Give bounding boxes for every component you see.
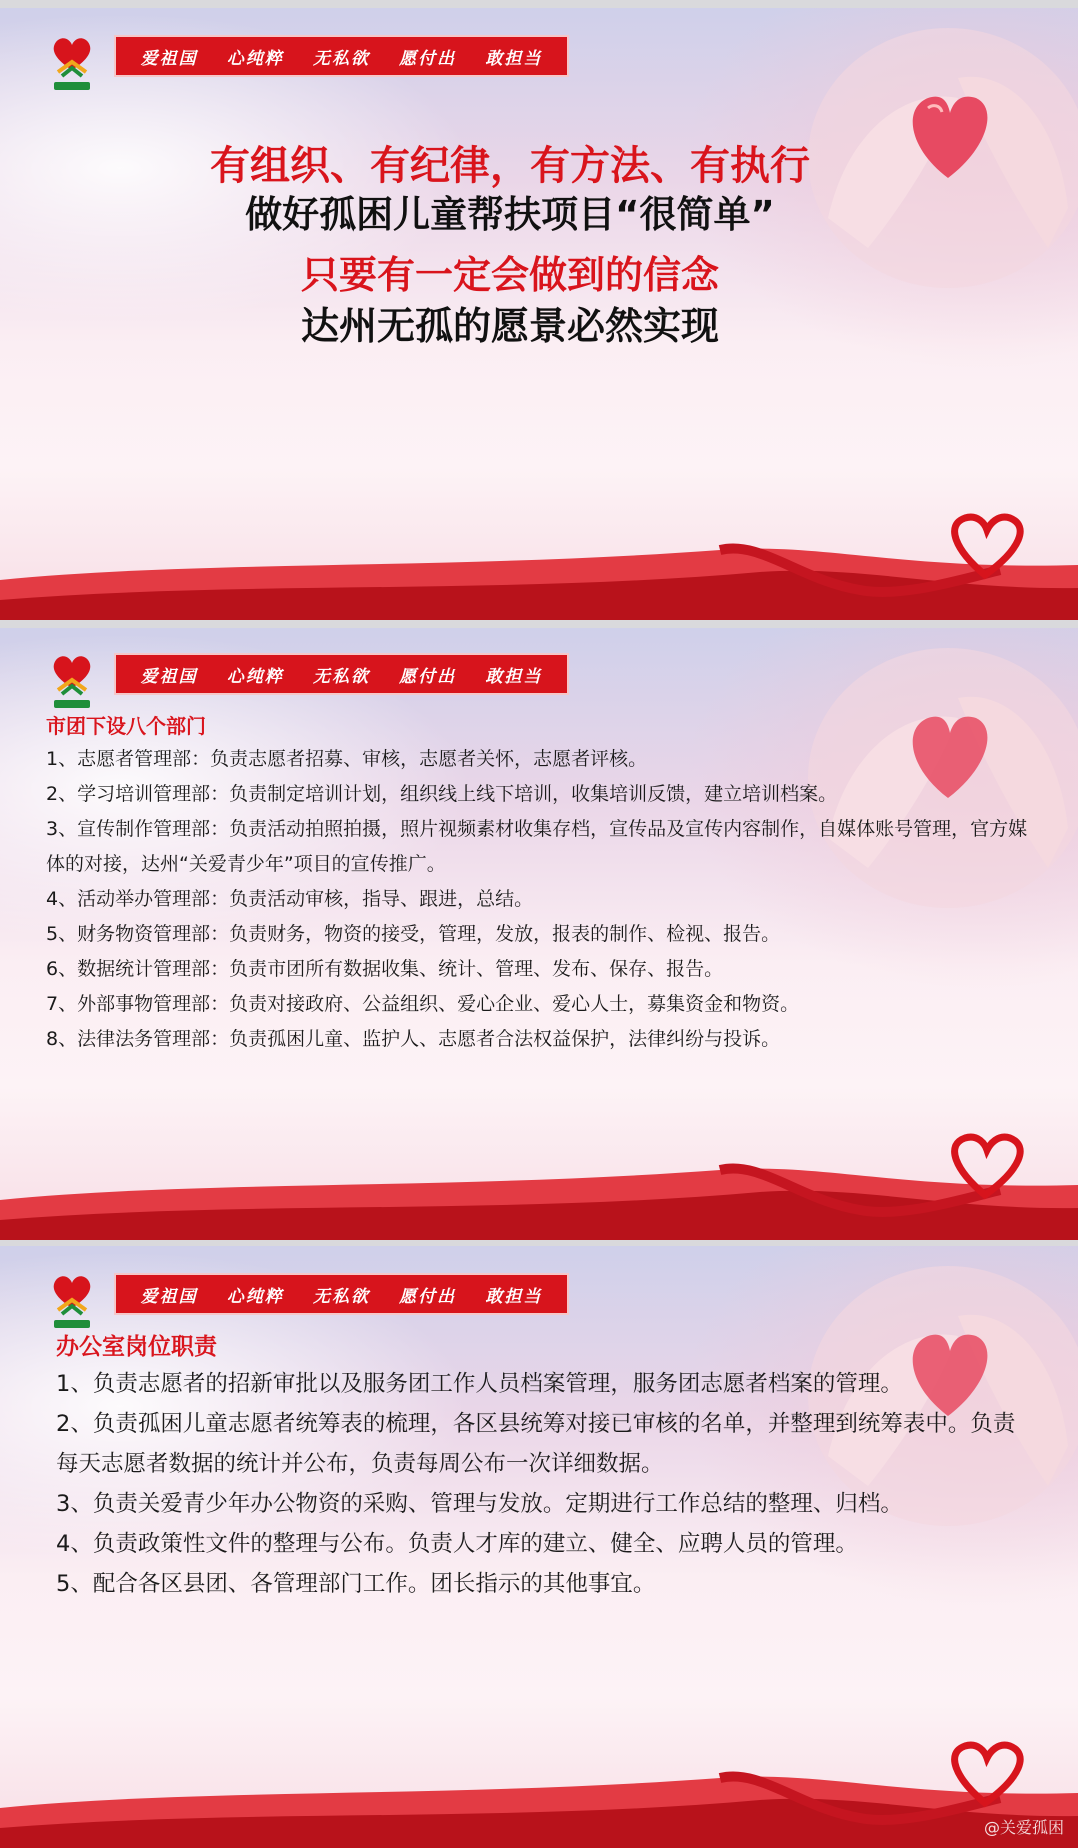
list-item: 2、学习培训管理部：负责制定培训计划，组织线上线下培训，收集培训反馈，建立培训档案。 [46, 783, 838, 805]
motto-word: 敢担当 [485, 1286, 543, 1307]
motto-word: 无私欲 [312, 48, 370, 69]
logo-icon [44, 32, 100, 94]
motto-word: 愿付出 [399, 48, 457, 69]
motto-word: 爱祖国 [140, 1286, 198, 1307]
section-title: 办公室岗位职责 [56, 1334, 217, 1360]
duty-list [56, 1364, 1028, 1604]
red-ribbon-heart-icon [0, 510, 1078, 620]
motto-word: 心纯粹 [226, 48, 284, 69]
list-item: 3、宣传制作管理部：负责活动拍照拍摄，照片视频素材收集存档，宣传品及宣传内容制作，自媒体账号管理，官方媒体的对接，达州“关爱青少年”项目的宣传推广。 [46, 818, 1028, 875]
section-title: 市团下设八个部门 [46, 714, 206, 738]
slide-office-duties [0, 1246, 1078, 1848]
department-list [46, 742, 1038, 1057]
motto-word: 心纯粹 [226, 1286, 284, 1307]
slide-vision [0, 8, 1078, 620]
list-item: 4、负责政策性文件的整理与公布。负责人才库的建立、健全、应聘人员的管理。 [56, 1531, 858, 1557]
list-item: 6、数据统计管理部：负责市团所有数据收集、统计、管理、发布、保存、报告。 [46, 958, 724, 980]
motto-word: 敢担当 [485, 666, 543, 687]
headline-line2: 做好孤困儿童帮扶项目“很简单” [245, 193, 775, 236]
list-item: 7、外部事物管理部：负责对接政府、公益组织、爱心企业、爱心人士，募集资金和物资。 [46, 993, 800, 1015]
list-item: 1、志愿者管理部：负责志愿者招募、审核，志愿者关怀，志愿者评核。 [46, 748, 648, 770]
red-ribbon-heart-icon [0, 1130, 1078, 1240]
headline-line1: 有组织、有纪律，有方法、有执行 [210, 143, 810, 189]
list-item: 5、配合各区县团、各管理部门工作。团长指示的其他事宜。 [56, 1571, 656, 1597]
motto-word: 心纯粹 [226, 666, 284, 687]
logo-icon [44, 1270, 100, 1332]
red-ribbon-heart-icon [0, 1738, 1078, 1848]
logo-icon [44, 650, 100, 712]
list-item: 8、法律法务管理部：负责孤困儿童、监护人、志愿者合法权益保护，法律纠纷与投诉。 [46, 1028, 781, 1050]
list-item: 1、负责志愿者的招新审批以及服务团工作人员档案管理，服务团志愿者档案的管理。 [56, 1371, 903, 1397]
motto-word: 敢担当 [485, 48, 543, 69]
headline-line3: 只要有一定会做到的信念 [300, 253, 719, 297]
motto-banner [114, 653, 569, 695]
motto-word: 愿付出 [399, 666, 457, 687]
motto-banner [114, 1273, 569, 1315]
motto-banner [114, 35, 569, 77]
list-item: 2、负责孤困儿童志愿者统筹表的梳理，各区县统筹对接已审核的名单，并整理到统筹表中。负责每天志愿者数据的统计并公布，负责每周公布一次详细数据。 [56, 1411, 1016, 1477]
motto-word: 无私欲 [312, 666, 370, 687]
motto-word: 爱祖国 [140, 666, 198, 687]
motto-word: 无私欲 [312, 1286, 370, 1307]
list-item: 5、财务物资管理部：负责财务，物资的接受，管理，发放，报表的制作、检视、报告。 [46, 923, 781, 945]
motto-word: 愿付出 [399, 1286, 457, 1307]
motto-word: 爱祖国 [140, 48, 198, 69]
headline-line4: 达州无孤的愿景必然实现 [300, 304, 719, 348]
list-item: 3、负责关爱青少年办公物资的采购、管理与发放。定期进行工作总结的整理、归档。 [56, 1491, 903, 1517]
watermark: @关爱孤困 [983, 1818, 1064, 1837]
list-item: 4、活动举办管理部：负责活动审核，指导、跟进，总结。 [46, 888, 534, 910]
slide-departments [0, 628, 1078, 1240]
